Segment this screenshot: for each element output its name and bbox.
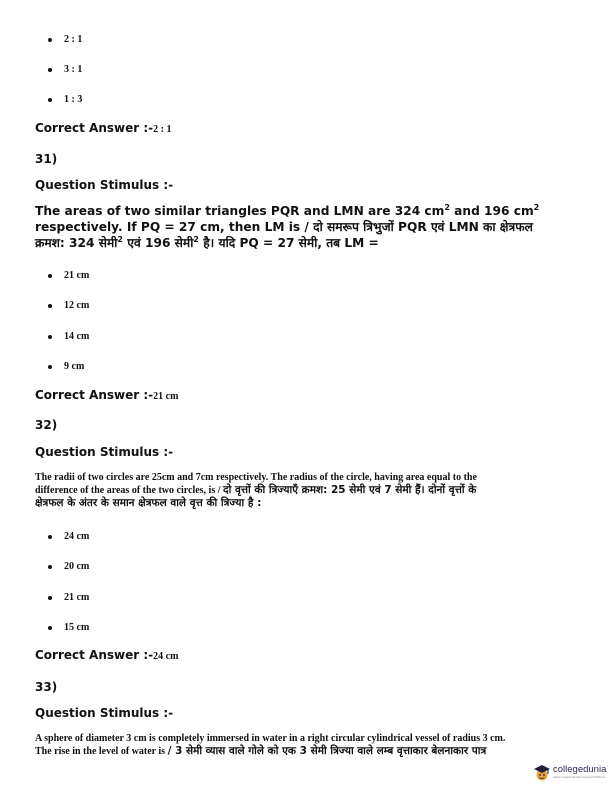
correct-answer-value: 21 cm [153,391,179,402]
graduation-cap-icon [534,764,550,782]
bullet-icon [48,535,52,539]
option-text: 3 : 1 [64,64,83,75]
question-number: 33) [35,680,58,694]
option-item[interactable] [48,561,89,572]
option-text: 1 : 3 [64,94,83,105]
bullet-icon [48,626,52,630]
correct-answer [35,648,178,662]
option-text: 15 cm [64,622,90,633]
option-item[interactable] [48,531,89,542]
bullet-icon [48,335,52,339]
bullet-icon [48,98,52,102]
correct-answer-label: Correct Answer :- [35,388,154,402]
option-text: 2 : 1 [64,34,83,45]
question-text: The areas of two similar triangles PQR and LMN are 324 $cm^2$ and 196 $cm^2$ respectively. If PQ = 27 cm, then LM is / दो समरूप त्रिभुजों PQR एवं LMN का क्षेत्रफल क्रमश: 324 सेमी$^2$ एवं 196 सेमी$^2$ है। यदि PQ = 27 सेमी, तब LM = [35,202,540,250]
question-stimulus-label: Question Stimulus :- [35,706,174,720]
bullet-icon [48,304,52,308]
correct-answer [35,388,178,402]
correct-answer-value: 24 cm [153,651,179,662]
option-text: 24 cm [64,531,90,542]
option-text: 21 cm [64,270,90,281]
option-item[interactable] [48,331,89,342]
option-item[interactable] [48,64,82,75]
collegedunia-logo[interactable] [534,764,606,782]
bullet-icon [48,274,52,278]
bullet-icon [48,68,52,72]
question-stimulus-label: Question Stimulus :- [35,445,174,459]
logo-tagline: India's largest Student Review Platform [553,775,606,779]
option-item[interactable] [48,270,89,281]
question-text: A sphere of diameter 3 cm is completely immersed in water in a right circular cylindrical vessel of radius 3 cm. The rise in the level of water is / 3 सेमी व्यास वाले गोले को एक 3 सेमी त्रिज्या वाले लम्ब वृत्ताकार बेलनाकार पात्र [35,733,506,757]
option-item[interactable] [48,361,84,372]
question-text: The radii of two circles are 25cm and 7cm respectively. The radius of the circle, having area equal to the difference of the areas of the two circles, is / दो वृत्तों की त्रिज्याएँ क्रमश: 25 सेमी एवं 7 सेमी हैं। दोनों वृत्तों के क्षेत्रफल के अंतर के समान क्षेत्रफल वाले वृत्त की त्रिज्या है : [35,472,477,509]
question-stimulus-label: Question Stimulus :- [35,178,174,192]
correct-answer-value: 2 : 1 [153,124,172,135]
bullet-icon [48,365,52,369]
option-text: 14 cm [64,331,90,342]
option-item[interactable] [48,622,89,633]
option-text: 12 cm [64,300,90,311]
question-number: 31) [35,152,58,166]
question-number: 32) [35,418,58,432]
option-text: 21 cm [64,592,90,603]
option-text: 9 cm [64,361,85,372]
bullet-icon [48,38,52,42]
logo-name: collegedunia [553,764,607,775]
option-item[interactable] [48,94,82,105]
bullet-icon [48,565,52,569]
option-text: 20 cm [64,561,90,572]
bullet-icon [48,596,52,600]
correct-answer [35,121,171,135]
option-item[interactable] [48,300,89,311]
option-item[interactable] [48,34,82,45]
option-item[interactable] [48,592,89,603]
correct-answer-label: Correct Answer :- [35,121,154,135]
correct-answer-label: Correct Answer :- [35,648,154,662]
